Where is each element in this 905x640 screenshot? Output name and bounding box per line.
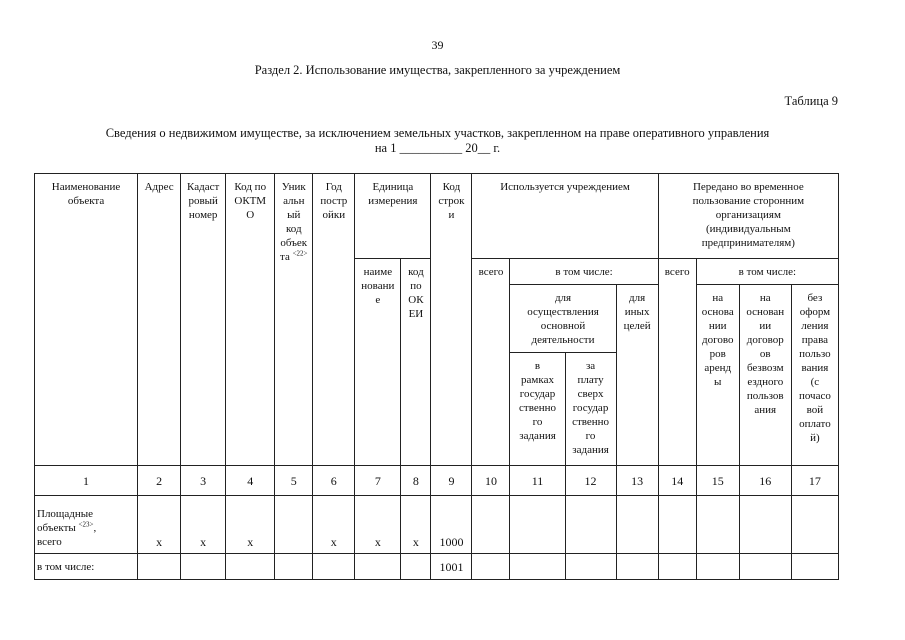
column-number-1: 1 (35, 466, 138, 496)
header-lease-line-2: основа (701, 306, 734, 318)
header-unit (355, 174, 431, 259)
header-unit-okei-line-1: код (408, 266, 424, 278)
header-no-rights-line-8: почасо (798, 390, 831, 402)
column-number-13: 13 (616, 466, 658, 496)
unique-code-lines-line-5: объек (280, 237, 308, 249)
header-no-rights-line-4: права (801, 334, 828, 346)
table-caption (0, 126, 875, 156)
row-name-line-3: всего (37, 536, 62, 548)
cell-r1-c12 (565, 496, 616, 554)
cell-r2-c17 (791, 554, 838, 580)
table-row-including (35, 554, 839, 580)
header-row-code (431, 174, 472, 466)
header-transferred-total: всего (658, 259, 696, 466)
caption-line-1: Сведения о недвижимом имуществе, за исключением земельных участков, закрепленном на праве оперативного управления (105, 126, 770, 140)
table-row-total (35, 496, 839, 554)
header-unit-okei-line-2: по (410, 280, 422, 292)
header-free-use (739, 285, 791, 466)
header-paid-line-4: государ (572, 402, 609, 414)
header-free-use-line-5: ов (759, 348, 771, 360)
column-number-2: 2 (138, 466, 181, 496)
cell-r1-c16 (739, 496, 791, 554)
unique-code-lines-line-2: альн (283, 195, 305, 207)
cell-r1-c5 (275, 496, 313, 554)
header-free-use-line-7: ездного (747, 376, 784, 388)
header-paid-line-7: задания (572, 444, 609, 456)
unique-code-lines-line-3: ый (287, 209, 301, 221)
cell-r1-c8: x (401, 496, 431, 554)
header-paid (565, 353, 616, 466)
header-transferred-line-4: (индивидуальным (705, 223, 791, 235)
header-transferred-line-1: Передано во временное (692, 181, 804, 193)
footnote-23: <23> (78, 520, 94, 529)
header-oktmo (226, 174, 275, 466)
column-number-3: 3 (181, 466, 226, 496)
header-free-use-line-4: договор (746, 334, 784, 346)
header-unit-okei-line-3: ОК (408, 294, 424, 306)
header-unit-name (355, 259, 401, 466)
header-lease-line-3: нии (708, 320, 727, 332)
row-name-including: в том числе: (35, 554, 138, 580)
header-other-goals-line-1: для (629, 292, 646, 304)
header-unit-line-2: измерения (368, 195, 418, 207)
header-cadastral-line-3: номер (188, 209, 218, 221)
unique-code-lines-line-6: та $^{<22>}$ (280, 249, 308, 263)
page-number: 39 (431, 38, 444, 52)
header-address: Адрес (138, 174, 181, 466)
header-other-goals-line-3: целей (623, 320, 651, 332)
header-main-activity-line-2: осуществления (527, 306, 599, 318)
cell-r2-c13 (616, 554, 658, 580)
cell-r1-c17 (791, 496, 838, 554)
header-row-1 (35, 174, 839, 259)
header-no-rights-line-1: без (807, 292, 823, 304)
header-lease-line-1: на (712, 292, 724, 304)
header-transferred-including: в том числе: (696, 259, 838, 285)
header-no-rights-line-6: вания (801, 362, 829, 374)
header-used-total: всего (472, 259, 510, 466)
header-free-use-line-9: ания (754, 404, 777, 416)
header-no-rights-line-3: ления (801, 320, 829, 332)
column-number-17: 17 (791, 466, 838, 496)
row-name-objects: объекты (37, 522, 76, 534)
header-free-use-line-2: основан (746, 306, 785, 318)
header-no-rights-line-2: оформ (799, 306, 831, 318)
header-unique-code (275, 174, 313, 466)
column-number-5: 5 (275, 466, 313, 496)
row-name-total (35, 496, 138, 554)
header-no-rights (791, 285, 838, 466)
cell-r2-c6 (313, 554, 355, 580)
header-name: Наименование объекта (35, 174, 138, 466)
header-no-rights-line-5: пользо (799, 348, 831, 360)
header-oktmo-line-1: Код по (234, 181, 267, 193)
header-cadastral-line-1: Кадаст (187, 181, 220, 193)
column-number-10: 10 (472, 466, 510, 496)
row-name-line-1: Площадные (37, 508, 94, 520)
cell-r1-c15 (696, 496, 739, 554)
property-table (34, 173, 839, 580)
header-lease (696, 285, 739, 466)
header-transferred-line-2: пользование сторонним (692, 195, 805, 207)
section-title: Раздел 2. Использование имущества, закрепленного за учреждением (254, 63, 621, 77)
header-main-activity-line-3: основной (540, 320, 586, 332)
table-label: Таблица 9 (784, 94, 838, 108)
header-state-task-line-4: ственно (519, 402, 556, 414)
header-unit-okei (401, 259, 431, 466)
header-free-use-line-1: на (759, 292, 771, 304)
unique-code-lines-line-1: Уник (281, 181, 306, 193)
column-number-7: 7 (355, 466, 401, 496)
header-cadastral (181, 174, 226, 466)
column-number-15: 15 (696, 466, 739, 496)
cell-r2-c15 (696, 554, 739, 580)
header-build-year-line-1: Год (325, 181, 342, 193)
header-paid-line-6: го (585, 430, 596, 442)
header-unit-name-line-2: новани (361, 280, 395, 292)
column-number-11: 11 (510, 466, 565, 496)
footnote-22: <22> (292, 249, 308, 258)
header-cadastral-line-2: ровый (188, 195, 218, 207)
cell-r2-c11 (510, 554, 565, 580)
header-oktmo-line-3: О (246, 209, 255, 221)
column-number-6: 6 (313, 466, 355, 496)
header-paid-line-3: сверх (577, 388, 604, 400)
header-transferred (658, 174, 838, 259)
header-state-task-line-2: рамках (521, 374, 554, 386)
cell-r2-c12 (565, 554, 616, 580)
header-row-code-line-1: Код (442, 181, 461, 193)
header-no-rights-line-11: й) (810, 432, 820, 444)
header-used-including: в том числе: (510, 259, 658, 285)
cell-r2-c8 (401, 554, 431, 580)
header-paid-line-5: ственно (572, 416, 610, 428)
row-name-comma: , (93, 522, 97, 534)
cell-r2-c14 (658, 554, 696, 580)
cell-r1-c4: x (226, 496, 275, 554)
header-main-activity (510, 285, 616, 353)
cell-r1-c11 (510, 496, 565, 554)
header-state-task-line-5: го (532, 416, 543, 428)
cell-r2-c9: 1001 (431, 554, 472, 580)
header-other-goals (616, 285, 658, 466)
cell-r1-c3: x (181, 496, 226, 554)
column-number-12: 12 (565, 466, 616, 496)
header-paid-line-1: за (585, 360, 596, 372)
cell-r1-c7: x (355, 496, 401, 554)
header-build-year (313, 174, 355, 466)
cell-r1-c10 (472, 496, 510, 554)
header-transferred-line-3: организациям (715, 209, 781, 221)
header-lease-line-6: аренд (704, 362, 732, 374)
unique-code-lines (276, 180, 311, 264)
cell-r2-c16 (739, 554, 791, 580)
header-transferred-line-5: предпринимателям) (701, 237, 795, 249)
header-state-task (510, 353, 565, 466)
header-oktmo-line-2: ОКТМ (234, 195, 267, 207)
unique-code-lines-line-4: код (285, 223, 302, 235)
row-name-line-2 (37, 521, 136, 535)
header-free-use-line-6: безвозм (746, 362, 784, 374)
header-free-use-line-3: ии (759, 320, 772, 332)
cell-r1-c9: 1000 (431, 496, 472, 554)
cell-r2-c2 (138, 554, 181, 580)
header-main-activity-line-1: для (554, 292, 572, 304)
header-build-year-line-2: постр (320, 195, 348, 207)
header-state-task-line-6: задания (519, 430, 556, 442)
header-unit-name-line-3: е (375, 294, 381, 306)
column-number-4: 4 (226, 466, 275, 496)
cell-r1-c2: x (138, 496, 181, 554)
cell-r1-c13 (616, 496, 658, 554)
header-no-rights-line-9: вой (806, 404, 824, 416)
header-paid-line-2: плату (577, 374, 604, 386)
cell-r2-c5 (275, 554, 313, 580)
header-unit-name-line-1: наиме (363, 266, 393, 278)
header-no-rights-line-10: оплато (799, 418, 831, 430)
column-numbers-row (35, 466, 839, 496)
column-number-16: 16 (739, 466, 791, 496)
header-lease-line-7: ы (714, 376, 722, 388)
header-lease-line-4: догово (702, 334, 734, 346)
cell-r2-c7 (355, 554, 401, 580)
header-used-by: Используется учреждением (472, 174, 658, 259)
header-unit-okei-line-4: ЕИ (408, 308, 424, 320)
header-unit-line-1: Единица (372, 181, 414, 193)
cell-r1-c6: x (313, 496, 355, 554)
header-other-goals-line-2: иных (624, 306, 650, 318)
header-free-use-line-8: пользов (746, 390, 784, 402)
header-lease-line-5: ров (709, 348, 726, 360)
caption-line-2: на 1 __________ 20__ г. (374, 141, 501, 155)
cell-r2-c4 (226, 554, 275, 580)
header-state-task-line-1: в (534, 360, 541, 372)
cell-r2-c10 (472, 554, 510, 580)
column-number-8: 8 (401, 466, 431, 496)
cell-r1-c14 (658, 496, 696, 554)
column-number-14: 14 (658, 466, 696, 496)
header-state-task-line-3: государ (519, 388, 556, 400)
header-no-rights-line-7: (с (810, 376, 820, 388)
cell-r2-c3 (181, 554, 226, 580)
header-build-year-line-3: ойки (322, 209, 346, 221)
header-main-activity-line-4: деятельности (531, 334, 595, 346)
header-row-code-line-2: строк (438, 195, 465, 207)
column-number-9: 9 (431, 466, 472, 496)
header-row-code-line-3: и (448, 209, 455, 221)
